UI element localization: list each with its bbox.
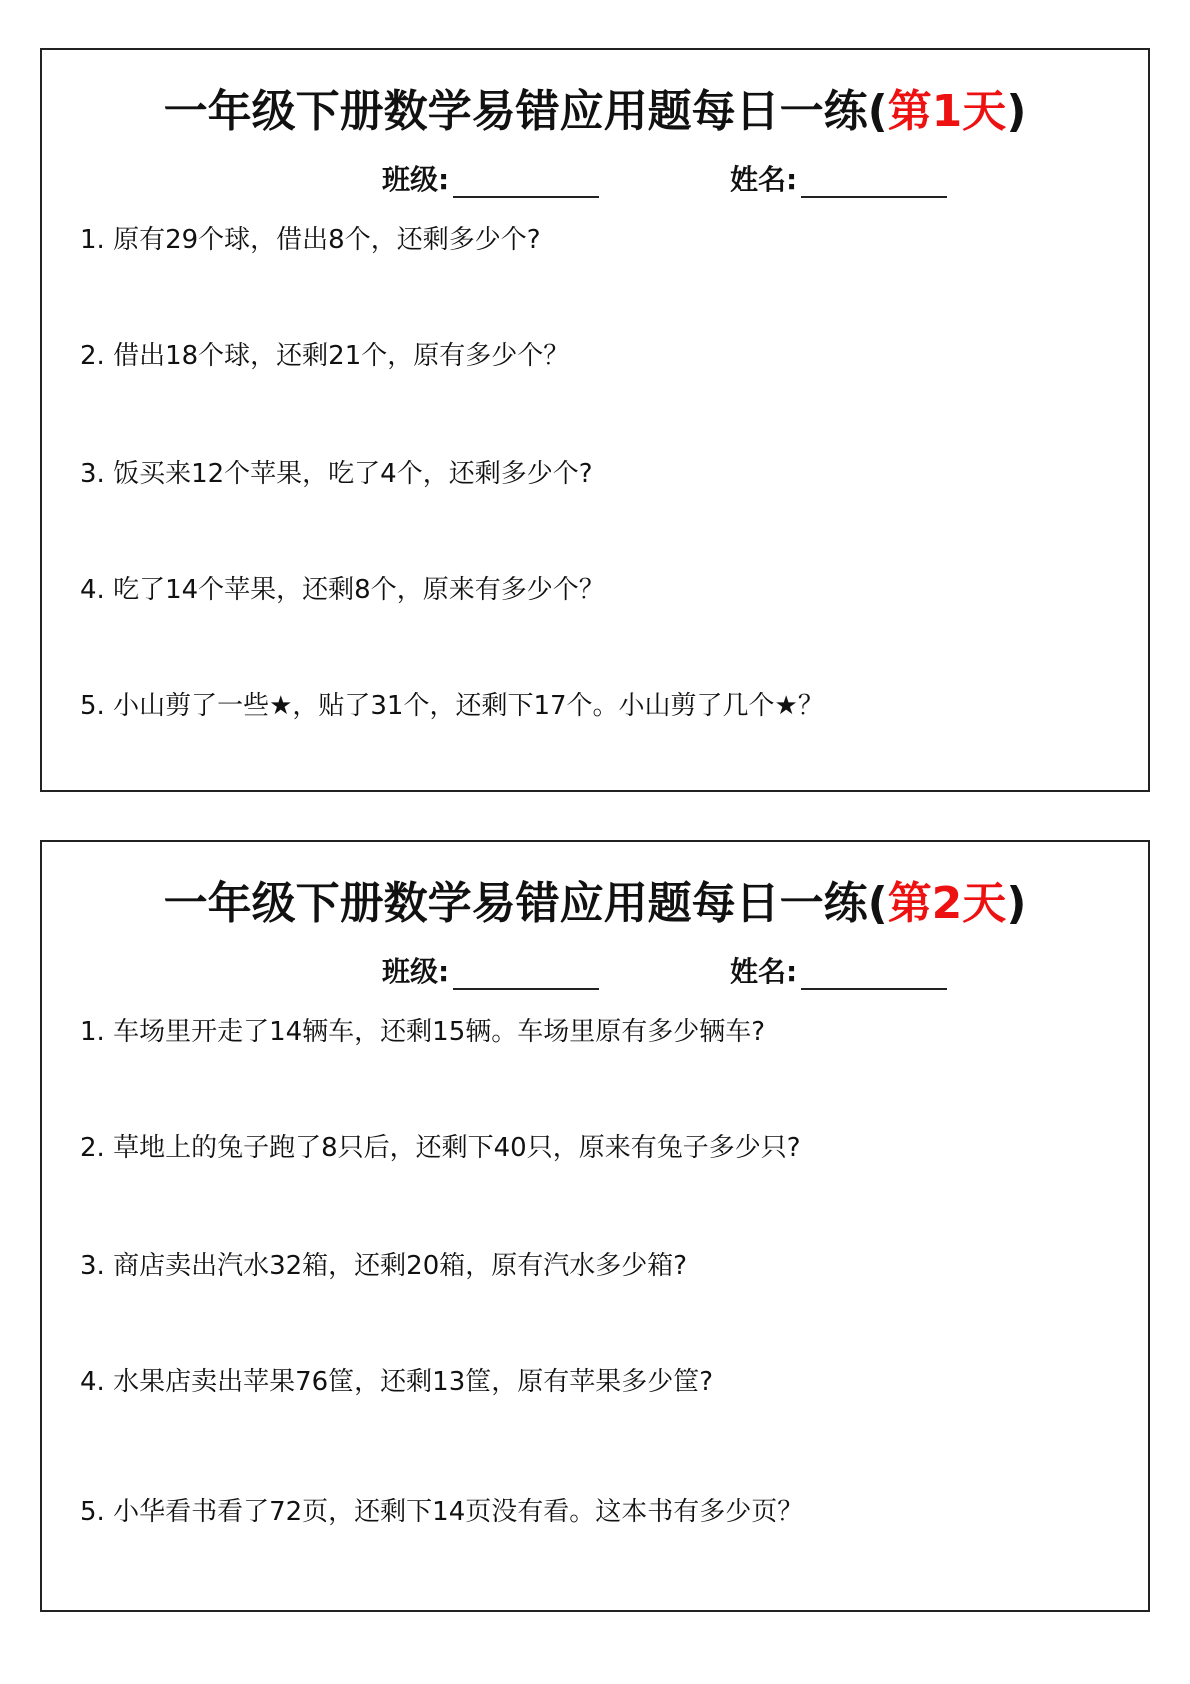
question-5: 5. 小山剪了一些★，贴了31个，还剩下17个。小山剪了几个★？ [80, 691, 824, 721]
question-5: 5. 小华看书看了72页，还剩下14页没有看。这本书有多少页？ [80, 1497, 804, 1527]
worksheet-title [42, 876, 1148, 932]
title-close: ) [1006, 878, 1027, 929]
class-label: 班级: [382, 955, 450, 988]
title-day-label: 第1天 [887, 86, 1007, 137]
question-4: 4. 吃了14个苹果，还剩8个，原来有多少个？ [80, 575, 605, 605]
title-day-label: 第2天 [887, 878, 1007, 929]
class-blank[interactable] [453, 166, 599, 198]
question-3: 3. 饭买来12个苹果，吃了4个，还剩多少个? [80, 459, 593, 489]
question-3: 3. 商店卖出汽水32箱，还剩20箱，原有汽水多少箱? [80, 1251, 688, 1281]
question-1: 1. 车场里开走了14辆车，还剩15辆。车场里原有多少辆车? [80, 1017, 766, 1047]
question-4: 4. 水果店卖出苹果76筐，还剩13筐，原有苹果多少筐? [80, 1367, 714, 1397]
class-blank[interactable] [453, 958, 599, 990]
title-main: 一年级下册数学易错应用题每日一练( [163, 86, 888, 137]
title-main: 一年级下册数学易错应用题每日一练( [163, 878, 888, 929]
student-info-row [42, 950, 1148, 990]
name-label: 姓名: [730, 955, 798, 988]
name-field [730, 158, 947, 198]
name-field [730, 950, 947, 990]
class-field [382, 950, 599, 990]
worksheet-day-1 [40, 48, 1150, 792]
question-2: 2. 草地上的兔子跑了8只后，还剩下40只，原来有兔子多少只? [80, 1133, 801, 1163]
name-blank[interactable] [801, 958, 947, 990]
question-1: 1. 原有29个球，借出8个，还剩多少个? [80, 225, 541, 255]
class-field [382, 158, 599, 198]
class-label: 班级: [382, 163, 450, 196]
student-info-row [42, 158, 1148, 198]
name-label: 姓名: [730, 163, 798, 196]
worksheet-day-2 [40, 840, 1150, 1612]
title-close: ) [1006, 86, 1027, 137]
worksheet-title [42, 84, 1148, 140]
name-blank[interactable] [801, 166, 947, 198]
question-2: 2. 借出18个球，还剩21个，原有多少个？ [80, 341, 570, 371]
